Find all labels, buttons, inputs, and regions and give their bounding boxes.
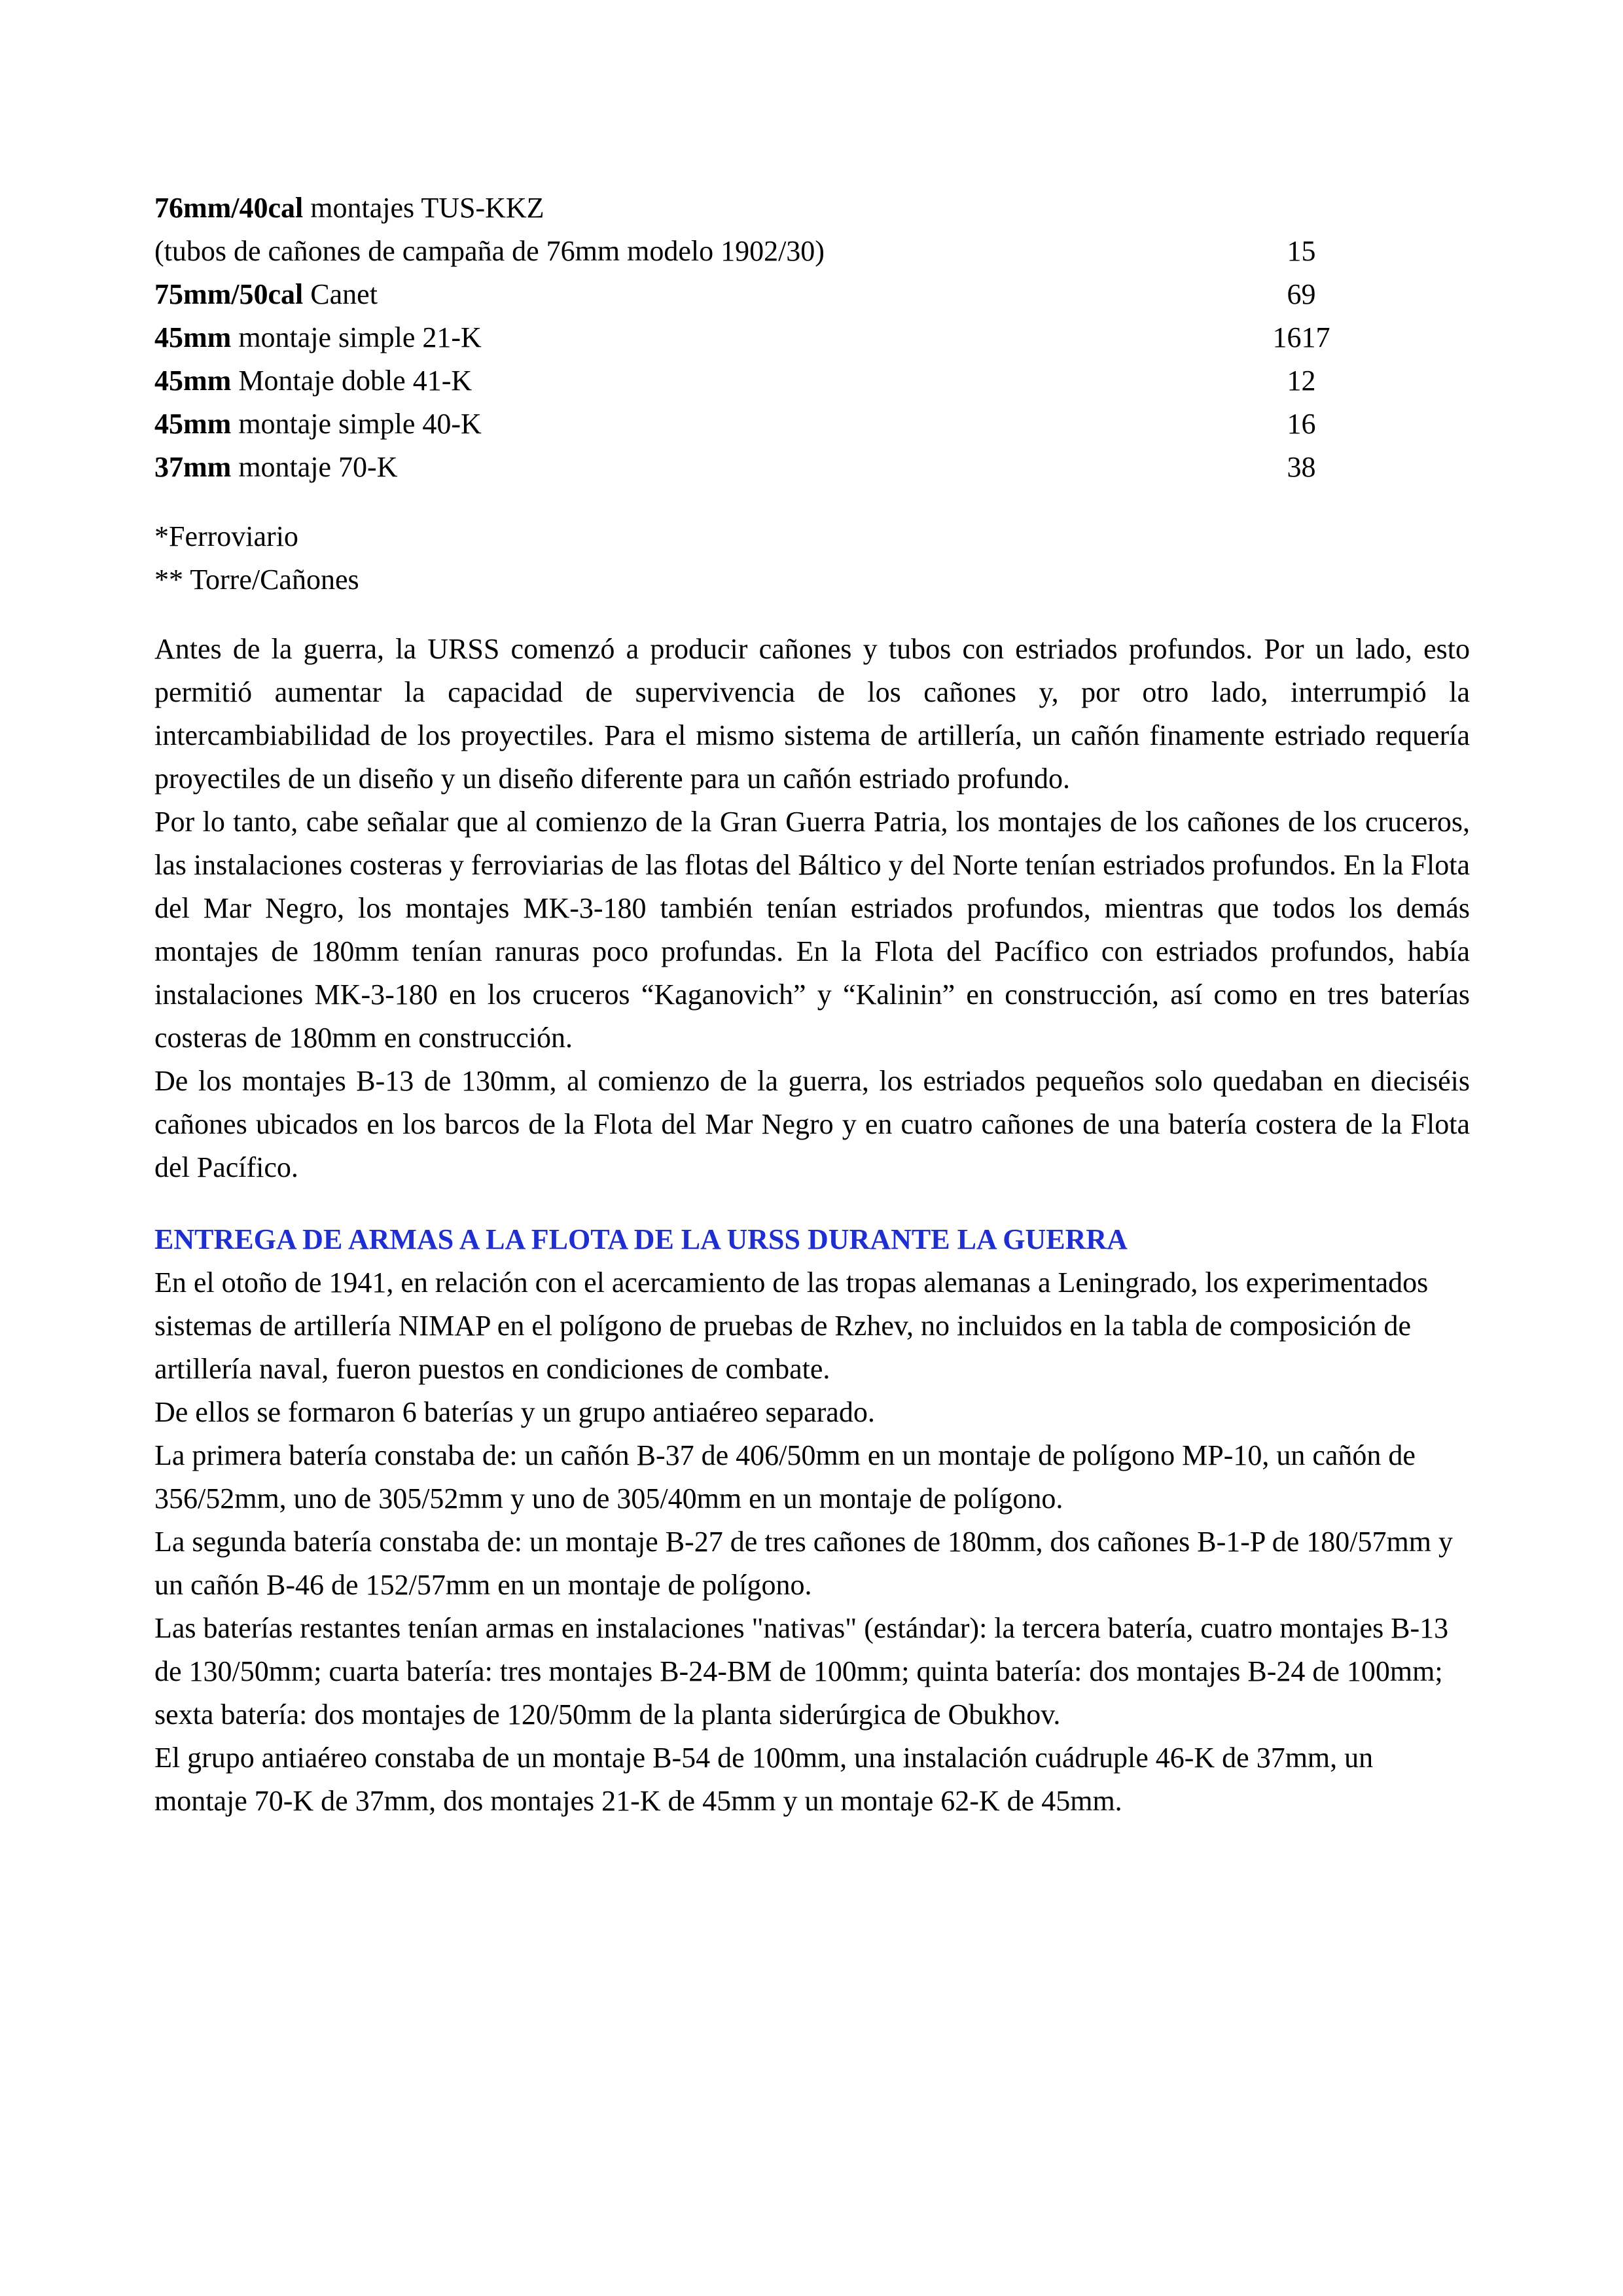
caliber-label: 45mm montaje simple 40-K: [154, 408, 482, 440]
body-paragraph: Por lo tanto, cabe señalar que al comienzo de la Gran Guerra Patria, los montajes de los cañones de los cruceros, las instalaciones costeras y ferroviarias de las flotas del Báltico y del Norte tenían estriados profundos. En la Flota del Mar Negro, los montajes MK-3-180 también tenían estriados profundos, mientras que todos los demás montajes de 180mm tenían ranuras poco profundas. En la Flota del Pacífico con estriados profundos, había instalaciones MK-3-180 en los cruceros “Kaganovich” y “Kalinin” en construcción, así como en tres baterías costeras de 180mm en construcción.: [154, 806, 1470, 1054]
body-paragraph: La primera batería constaba de: un cañón B-37 de 406/50mm en un montaje de polígono MP-10, un cañón de 356/52mm, uno de 305/52mm y uno de 305/40mm en un montaje de polígono.: [154, 1439, 1416, 1515]
table-row: [154, 359, 1470, 403]
caliber-label: 76mm/40cal montajes TUS-KKZ: [154, 192, 544, 224]
table-row: [154, 316, 1470, 359]
caliber-label: (tubos de cañones de campaña de 76mm modelo 1902/30): [154, 235, 825, 267]
page-content: [154, 187, 1470, 1823]
quantity-value: 69: [1287, 278, 1316, 310]
quantity-value: 12: [1287, 365, 1316, 397]
body-paragraph: De los montajes B-13 de 130mm, al comienzo de la guerra, los estriados pequeños solo quedaban en dieciséis cañones ubicados en los barcos de la Flota del Mar Negro y en cuatro cañones de una batería costera de la Flota del Pacífico.: [154, 1065, 1470, 1183]
quantity-value: 15: [1287, 235, 1316, 267]
body-paragraph: El grupo antiaéreo constaba de un montaje B-54 de 100mm, una instalación cuádruple 46-K de 37mm, un montaje 70-K de 37mm, dos montajes 21-K de 45mm y un montaje 62-K de 45mm.: [154, 1742, 1374, 1817]
body-paragraph: La segunda batería constaba de: un montaje B-27 de tres cañones de 180mm, dos cañones B-1-P de 180/57mm y un cañón B-46 de 152/57mm en un montaje de polígono.: [154, 1526, 1453, 1601]
body-paragraph: Las baterías restantes tenían armas en instalaciones "nativas" (estándar): la tercera batería, cuatro montajes B-13 de 130/50mm; cuarta batería: tres montajes B-24-BM de 100mm; quinta batería: dos montajes B-24 de 100mm; sexta batería: dos montajes de 120/50mm de la planta siderúrgica de Obukhov.: [154, 1612, 1449, 1731]
quantity-value: 38: [1287, 451, 1316, 483]
caliber-label: 45mm Montaje doble 41-K: [154, 365, 473, 397]
table-row: [154, 187, 1470, 230]
quantity-value: 1617: [1272, 321, 1330, 353]
table-row: [154, 403, 1470, 446]
body-paragraph: De ellos se formaron 6 baterías y un grupo antiaéreo separado.: [154, 1396, 875, 1428]
footnote: ** Torre/Cañones: [154, 564, 359, 596]
section-heading: ENTREGA DE ARMAS A LA FLOTA DE LA URSS DURANTE LA GUERRA: [154, 1223, 1128, 1255]
body-paragraph: Antes de la guerra, la URSS comenzó a producir cañones y tubos con estriados profundos. Por un lado, esto permitió aumentar la capacidad de supervivencia de los cañones y, por otro lado, interrumpió la intercambiabilidad de los proyectiles. Para el mismo sistema de artillería, un cañón finamente estriado requería proyectiles de un diseño y un diseño diferente para un cañón estriado profundo.: [154, 633, 1470, 795]
body-paragraph: En el otoño de 1941, en relación con el acercamiento de las tropas alemanas a Leningrado, los experimentados sistemas de artillería NIMAP en el polígono de pruebas de Rzhev, no incluidos en la tabla de composición de artillería naval, fueron puestos en condiciones de combate.: [154, 1266, 1429, 1385]
table-row: [154, 230, 1470, 273]
caliber-label: 45mm montaje simple 21-K: [154, 321, 482, 353]
quantity-value: 16: [1287, 408, 1316, 440]
table-row: [154, 446, 1470, 489]
footnote: *Ferroviario: [154, 520, 298, 552]
table-row: [154, 273, 1470, 316]
caliber-label: 75mm/50cal Canet: [154, 278, 378, 310]
caliber-label: 37mm montaje 70-K: [154, 451, 398, 483]
artillery-table: [154, 187, 1470, 489]
